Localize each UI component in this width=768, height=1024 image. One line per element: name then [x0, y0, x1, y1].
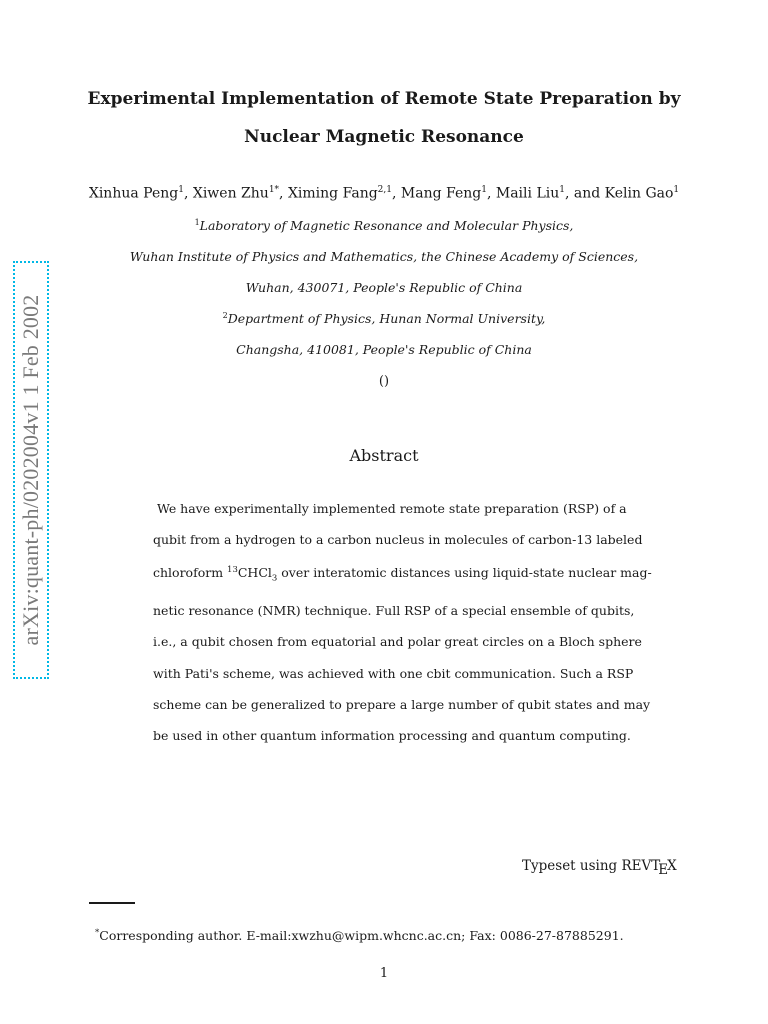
- footnote-rule: [89, 902, 135, 904]
- affiliation-2-text: Department of Physics, Hunan Normal University,: [227, 311, 546, 327]
- arxiv-identifier-text: arXiv:quant-ph/0202004v1 1 Feb 2002: [18, 294, 43, 646]
- typeset-note: [522, 858, 677, 878]
- affiliation-1-line-2: Wuhan Institute of Physics and Mathematics, the Chinese Academy of Sciences,: [129, 249, 639, 264]
- footnote: [95, 928, 624, 943]
- author-affiliation-mark: 1: [481, 185, 487, 195]
- author-name: Xinhua Peng: [88, 185, 179, 202]
- author-name: Maili Liu: [495, 185, 560, 202]
- author-affiliation-mark: 1: [178, 185, 184, 195]
- author-affiliation-mark: 1*: [268, 185, 280, 195]
- abstract-line: qubit from a hydrogen to a carbon nucleus in molecules of carbon-13 labeled: [153, 532, 643, 548]
- affiliation-2-line-1: [0, 311, 768, 326]
- author-name: Ximing Fang: [287, 185, 378, 202]
- page-number: 1: [379, 966, 389, 981]
- author-name: Xiwen Zhu: [192, 185, 269, 202]
- affiliation-2-line-2: Changsha, 410081, People's Republic of China: [236, 342, 532, 357]
- author-separator: ,: [183, 185, 193, 202]
- arxiv-identifier-link[interactable]: [13, 261, 49, 679]
- isotope-superscript: 13: [227, 565, 238, 576]
- author-affiliation-mark: 1: [673, 185, 680, 195]
- author-separator: ,: [279, 185, 288, 202]
- author-separator: ,: [392, 185, 401, 202]
- abstract-line: be used in other quantum information processing and quantum computing.: [153, 728, 631, 744]
- author-name: Kelin Gao: [604, 185, 674, 202]
- tex-x: X: [667, 858, 677, 874]
- abstract-line: [153, 493, 627, 524]
- affiliation-2-mark: 2: [222, 311, 228, 320]
- author-separator: , and: [564, 185, 605, 202]
- paper-title-line-1: Experimental Implementation of Remote State Preparation by: [87, 89, 681, 109]
- affiliation-1-text: Laboratory of Magnetic Resonance and Molecular Physics,: [199, 218, 574, 234]
- chemical-formula: CHCl: [237, 565, 272, 581]
- author-name: Mang Feng: [400, 185, 482, 202]
- affiliation-1-line-1: [0, 218, 768, 233]
- abstract-heading: Abstract: [349, 446, 419, 465]
- author-affiliation-mark: 1: [559, 185, 565, 195]
- abstract-text: We have experimentally implemented remote state preparation (RSP) of a: [156, 501, 627, 516]
- footnote-text: Corresponding author. E-mail:xwzhu@wipm.whcnc.ac.cn; Fax: 0086-27-87885291.: [99, 928, 624, 944]
- paper-title-line-2: Nuclear Magnetic Resonance: [244, 127, 524, 147]
- author-separator: ,: [486, 185, 496, 202]
- abstract-line: scheme can be generalized to prepare a large number of qubit states and may: [153, 696, 651, 712]
- typeset-text: Typeset using REVT: [522, 858, 661, 874]
- abstract-line: i.e., a qubit chosen from equatorial and polar great circles on a Bloch sphere: [153, 634, 642, 650]
- abstract-text: over interatomic distances using liquid-state nuclear mag-: [277, 565, 652, 581]
- formula-subscript: 3: [271, 574, 278, 585]
- tex-lowered-e: E: [658, 862, 669, 878]
- received-date: (): [378, 374, 390, 389]
- author-affiliation-mark: 2,1: [377, 185, 392, 195]
- affiliation-1-mark: 1: [194, 218, 200, 227]
- abstract-line: [153, 555, 652, 595]
- abstract-line: netic resonance (NMR) technique. Full RSP of a special ensemble of qubits,: [153, 603, 635, 619]
- author-list: [0, 185, 768, 202]
- abstract-line: with Pati's scheme, was achieved with one cbit communication. Such a RSP: [153, 665, 634, 681]
- affiliation-1-line-3: Wuhan, 430071, People's Republic of China: [245, 280, 523, 295]
- footnote-mark: *: [95, 928, 100, 938]
- abstract-text: chloroform: [153, 565, 228, 581]
- abstract-body: [153, 493, 652, 751]
